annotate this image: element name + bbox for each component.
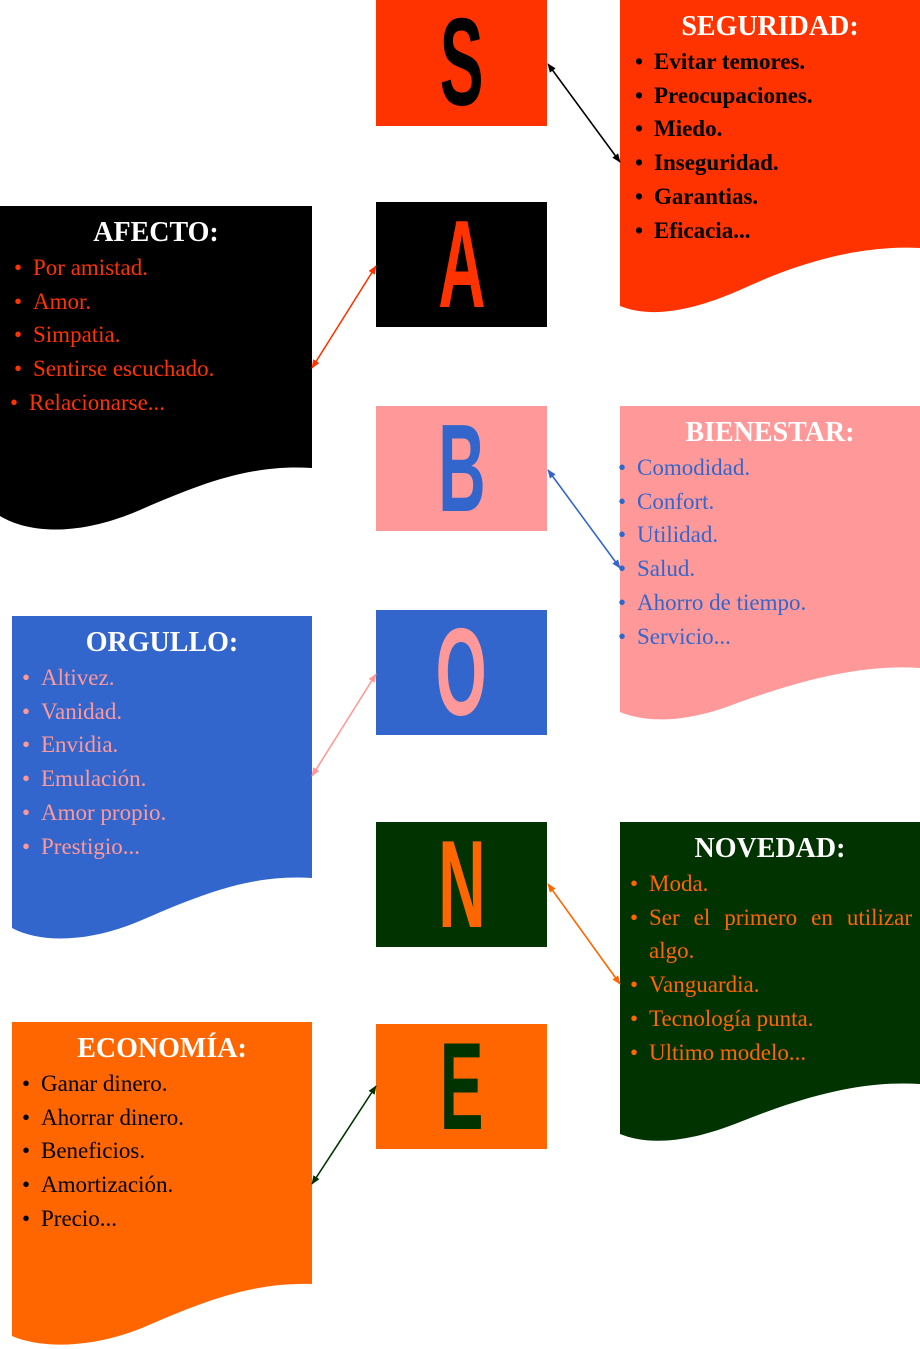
list-item: • Ultimo modelo... — [649, 1036, 912, 1070]
list-item: • Vanguardia. — [649, 968, 912, 1002]
list-item: • Garantias. — [654, 180, 920, 214]
list-item: • Inseguridad. — [654, 146, 920, 180]
list-item: • Vanidad. — [41, 695, 312, 729]
list-item: • Evitar temores. — [654, 45, 920, 79]
letter-s: S — [439, 0, 484, 132]
list-item: • Sentirse escuchado. — [33, 352, 312, 386]
letter-e: E — [439, 1016, 484, 1155]
list-item: • Relacionarse... — [29, 386, 312, 420]
list-item: • Ahorrar dinero. — [41, 1101, 312, 1135]
arrow-a-afecto — [312, 266, 376, 368]
arrow-s-seguridad — [548, 64, 620, 162]
letter-b: B — [437, 398, 486, 537]
arrow-n-novedad — [548, 884, 620, 984]
list-item: • Tecnología punta. — [649, 1002, 912, 1036]
card-economia-title: ECONOMÍA: — [77, 1033, 247, 1064]
card-afecto-title: AFECTO: — [93, 217, 219, 248]
list-item: • Eficacia... — [654, 214, 920, 248]
list-item: • Amortización. — [41, 1168, 312, 1202]
list-item: • Altivez. — [41, 661, 312, 695]
list-item: • Utilidad. — [637, 518, 920, 552]
list-item: • Comodidad. — [637, 451, 920, 485]
letter-o: O — [435, 602, 488, 741]
list-item: • Confort. — [637, 485, 920, 519]
list-item: • Ganar dinero. — [41, 1067, 312, 1101]
list-item: • Ser el primero en utilizar algo. — [649, 901, 912, 968]
list-item: • Simpatia. — [33, 318, 312, 352]
card-bienestar-title: BIENESTAR: — [685, 417, 855, 448]
list-item: • Emulación. — [41, 762, 312, 796]
list-item: • Amor. — [33, 285, 312, 319]
arrow-e-economia — [312, 1086, 376, 1184]
card-seguridad-title: SEGURIDAD: — [681, 11, 859, 42]
list-item: • Precio... — [41, 1202, 312, 1236]
list-item: • Preocupaciones. — [654, 79, 920, 113]
list-item: • Miedo. — [654, 112, 920, 146]
letter-a: A — [437, 194, 486, 333]
list-item: • Amor propio. — [41, 796, 312, 830]
list-item: • Prestigio... — [41, 830, 312, 864]
arrow-b-bienestar — [548, 470, 620, 568]
list-item: • Servicio... — [637, 620, 920, 654]
list-item: • Ahorro de tiempo. — [637, 586, 920, 620]
card-orgullo-title: ORGULLO: — [85, 627, 239, 658]
card-novedad-title: NOVEDAD: — [694, 833, 846, 864]
list-item: • Salud. — [637, 552, 920, 586]
letter-n: N — [437, 814, 486, 953]
list-item: • Beneficios. — [41, 1134, 312, 1168]
list-item: • Moda. — [649, 867, 912, 901]
arrow-o-orgullo — [312, 674, 376, 776]
list-item: • Envidia. — [41, 728, 312, 762]
list-item: • Por amistad. — [33, 251, 312, 285]
